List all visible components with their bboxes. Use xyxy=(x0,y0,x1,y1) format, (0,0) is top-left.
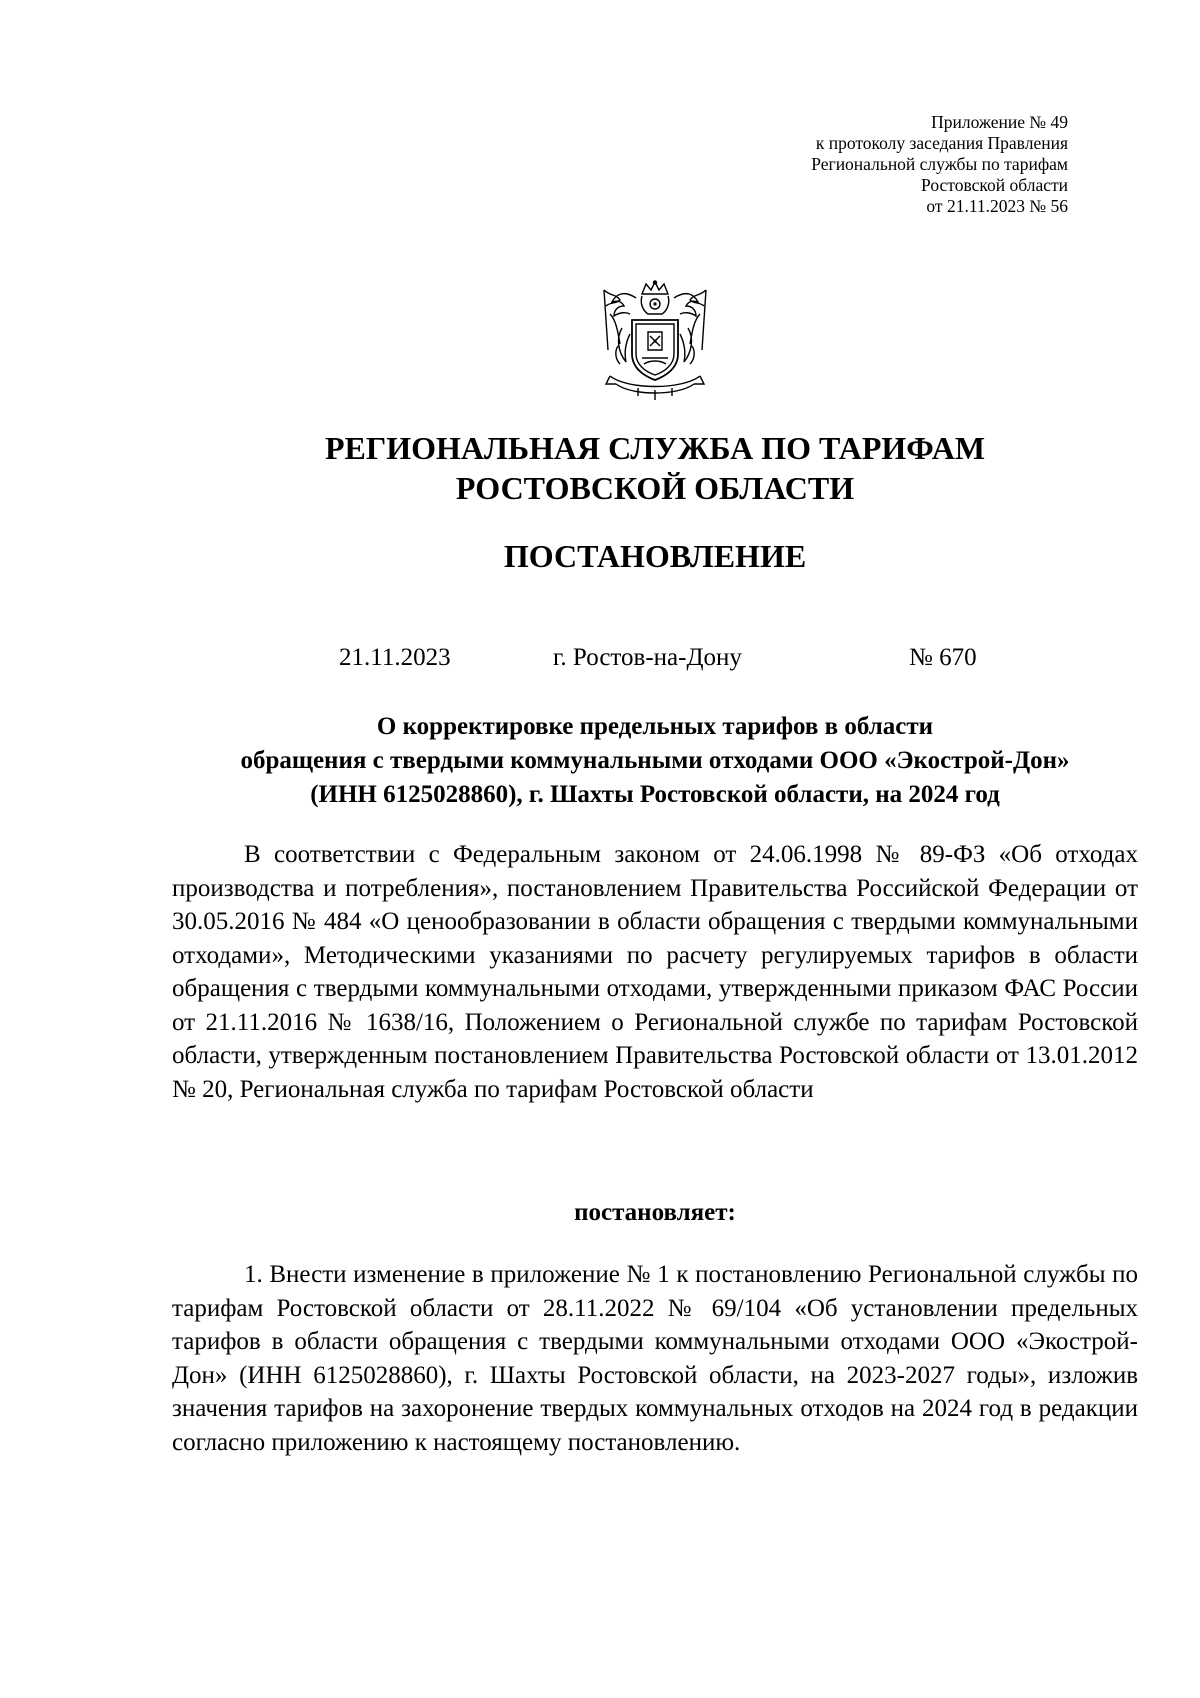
decree-date: 21.11.2023 xyxy=(339,644,451,671)
preamble-paragraph: В соответствии с Федеральным законом от 24.06.1998 № 89-ФЗ «Об отходах производства и потребления», постановлением Правительства Российской Федерации от 30.05.2016 № 484 «О ценообразовании в области обращения с твердыми коммунальными отходами», Методическими указаниями по расчету регулируемых тарифов в области обращения с твердыми коммунальными отходами, утвержденными приказом ФАС России от 21.11.2016 № 1638/16, Положением о Региональной службе по тарифам Ростовской области, утвержденным постановлением Правительства Ростовской области от 13.01.2012 № 20, Региональная служба по тарифам Ростовской области xyxy=(172,841,1138,1103)
appendix-reference xyxy=(648,112,1068,217)
document-type: ПОСТАНОВЛЕНИЕ xyxy=(503,538,807,574)
subject-line-3: (ИНН 6125028860), г. Шахты Ростовской области, на 2024 год xyxy=(310,781,1000,808)
agency-title-line-1: РЕГИОНАЛЬНАЯ СЛУЖБА ПО ТАРИФАМ xyxy=(324,430,986,466)
decree-number: № 670 xyxy=(909,644,977,671)
decree-city: г. Ростов-на-Дону xyxy=(553,644,742,671)
subject-line-2: обращения с твердыми коммунальными отходами ООО «Экострой-Дон» xyxy=(240,747,1070,774)
appendix-line-4: Ростовской области xyxy=(921,175,1068,195)
agency-title-line-2: РОСТОВСКОЙ ОБЛАСТИ xyxy=(455,470,855,506)
appendix-line-1: Приложение № 49 xyxy=(931,112,1068,132)
clause-1-paragraph: 1. Внести изменение в приложение № 1 к постановлению Региональной службы по тарифам Ростовской области от 28.11.2022 № 69/104 «Об установлении предельных тарифов в области обращения с твердыми коммунальными отходами ООО «Экострой-Дон» (ИНН 6125028860), г. Шахты Ростовской области, на 2023-2027 годы», изложив значения тарифов на захоронение твердых коммунальных отходов на 2024 год в редакции согласно приложению к настоящему постановлению. xyxy=(172,1261,1138,1456)
resolves-heading: постановляет: xyxy=(574,1199,736,1226)
appendix-line-2: к протоколу заседания Правления xyxy=(815,133,1068,153)
coat-of-arms-icon xyxy=(598,280,712,402)
decree-subject xyxy=(172,710,1138,812)
appendix-line-3: Региональной службы по тарифам xyxy=(811,154,1068,174)
agency-title xyxy=(0,428,1200,508)
appendix-line-5: от 21.11.2023 № 56 xyxy=(926,196,1068,216)
subject-line-1: О корректировке предельных тарифов в области xyxy=(376,713,934,740)
